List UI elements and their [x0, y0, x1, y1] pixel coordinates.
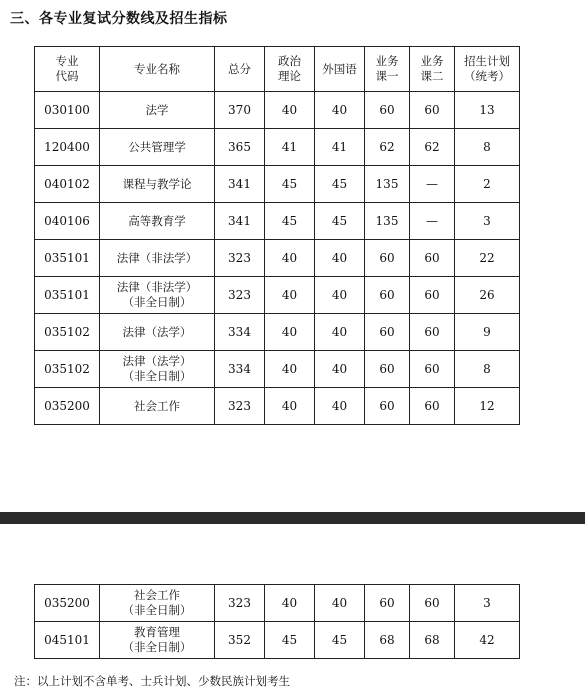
total-cell: 341: [215, 203, 265, 240]
table-row: [35, 92, 520, 129]
politics-cell: 45: [265, 166, 315, 203]
column-header: [455, 47, 520, 92]
program-name-cell-line: （非全日制）: [122, 295, 192, 309]
course2-cell: —: [410, 203, 455, 240]
course2-cell: —: [410, 166, 455, 203]
politics-cell: 40: [265, 92, 315, 129]
program-name-cell-line: 社会工作: [134, 398, 180, 413]
header-row: [35, 47, 520, 92]
table-row: [35, 314, 520, 351]
foreign-cell: 40: [315, 314, 365, 351]
foreign-cell: 40: [315, 92, 365, 129]
column-header: [265, 47, 315, 92]
plan-cell: 26: [455, 277, 520, 314]
column-header-line: 政治: [278, 54, 301, 68]
column-header-line: 专业: [55, 54, 79, 68]
total-cell: 334: [215, 351, 265, 388]
table-row: [35, 585, 520, 622]
column-header: [365, 47, 410, 92]
foreign-cell: 41: [315, 129, 365, 166]
total-cell: 370: [215, 92, 265, 129]
program-name-cell-line: 教育管理: [134, 625, 180, 639]
course1-cell: 60: [365, 277, 410, 314]
course2-cell: 60: [410, 314, 455, 351]
column-header: [100, 47, 215, 92]
foreign-cell: 40: [315, 277, 365, 314]
program-name-cell-line: 高等教育学: [128, 213, 186, 228]
score-table: [34, 46, 520, 425]
total-cell: 323: [215, 388, 265, 425]
code-cell: 035200: [35, 388, 100, 425]
page-divider: [0, 512, 585, 524]
code-cell: 045101: [35, 622, 100, 659]
foreign-cell: 45: [315, 203, 365, 240]
program-name-cell: [100, 166, 215, 203]
course1-cell: 60: [365, 240, 410, 277]
program-name-cell-line: 法律（非法学）: [116, 280, 198, 294]
foreign-cell: 40: [315, 585, 365, 622]
section-heading: 三、各专业复试分数线及招生指标: [10, 11, 228, 27]
table-row: [35, 277, 520, 314]
program-name-cell-line: （非全日制）: [122, 603, 192, 617]
program-name-cell-line: （非全日制）: [122, 640, 192, 654]
table-row: [35, 351, 520, 388]
code-cell: 040102: [35, 166, 100, 203]
footnote: 注：以上计划不含单考、士兵计划、少数民族计划考生: [14, 674, 290, 688]
course2-cell: 60: [410, 92, 455, 129]
table-row: [35, 622, 520, 659]
course1-cell: 62: [365, 129, 410, 166]
code-cell: 120400: [35, 129, 100, 166]
course2-cell: 68: [410, 622, 455, 659]
total-cell: 352: [215, 622, 265, 659]
course1-cell: 135: [365, 166, 410, 203]
politics-cell: 45: [265, 203, 315, 240]
code-cell: 035101: [35, 240, 100, 277]
politics-cell: 40: [265, 585, 315, 622]
column-header: [35, 47, 100, 92]
code-cell: 035200: [35, 585, 100, 622]
program-name-cell: [100, 240, 215, 277]
program-name-cell-line: 法律（法学）: [122, 354, 192, 368]
course2-cell: 60: [410, 277, 455, 314]
course2-cell: 60: [410, 585, 455, 622]
column-header: [315, 47, 365, 92]
politics-cell: 40: [265, 388, 315, 425]
column-header-line: 外国语: [322, 61, 357, 76]
plan-cell: 42: [455, 622, 520, 659]
column-header-line: 课一: [375, 69, 399, 83]
total-cell: 323: [215, 277, 265, 314]
program-name-cell: [100, 314, 215, 351]
total-cell: 341: [215, 166, 265, 203]
program-name-cell-line: 公共管理学: [128, 139, 186, 154]
column-header-line: 业务: [420, 54, 444, 68]
course1-cell: 60: [365, 585, 410, 622]
total-cell: 365: [215, 129, 265, 166]
politics-cell: 40: [265, 277, 315, 314]
code-cell: 035101: [35, 277, 100, 314]
column-header-line: 课二: [420, 69, 444, 83]
course2-cell: 60: [410, 240, 455, 277]
course1-cell: 60: [365, 92, 410, 129]
column-header: [410, 47, 455, 92]
foreign-cell: 40: [315, 240, 365, 277]
total-cell: 323: [215, 585, 265, 622]
program-name-cell-line: （非全日制）: [122, 369, 192, 383]
column-header-line: 总分: [228, 61, 251, 76]
plan-cell: 13: [455, 92, 520, 129]
code-cell: 030100: [35, 92, 100, 129]
plan-cell: 12: [455, 388, 520, 425]
plan-cell: 22: [455, 240, 520, 277]
column-header: [215, 47, 265, 92]
column-header-line: 招生计划: [464, 54, 510, 68]
table-row: [35, 166, 520, 203]
politics-cell: 45: [265, 622, 315, 659]
program-name-cell: [100, 622, 215, 659]
program-name-cell-line: 法律（法学）: [122, 324, 192, 339]
column-header-line: 业务: [375, 54, 399, 68]
table-row: [35, 240, 520, 277]
table-row: [35, 203, 520, 240]
program-name-cell: [100, 351, 215, 388]
plan-cell: 9: [455, 314, 520, 351]
course1-cell: 68: [365, 622, 410, 659]
code-cell: 040106: [35, 203, 100, 240]
code-cell: 035102: [35, 314, 100, 351]
program-name-cell-line: 法学: [145, 102, 169, 117]
column-header-line: 代码: [55, 69, 79, 83]
program-name-cell: [100, 92, 215, 129]
course1-cell: 60: [365, 351, 410, 388]
course1-cell: 60: [365, 388, 410, 425]
plan-cell: 8: [455, 129, 520, 166]
program-name-cell-line: 法律（非法学）: [116, 250, 198, 265]
program-name-cell-line: 课程与教学论: [122, 176, 192, 191]
foreign-cell: 45: [315, 166, 365, 203]
program-name-cell: [100, 388, 215, 425]
program-name-cell: [100, 277, 215, 314]
program-name-cell: [100, 129, 215, 166]
course2-cell: 60: [410, 351, 455, 388]
program-name-cell-line: 社会工作: [134, 588, 180, 602]
total-cell: 334: [215, 314, 265, 351]
plan-cell: 2: [455, 166, 520, 203]
course2-cell: 60: [410, 388, 455, 425]
column-header-line: 专业名称: [134, 61, 180, 76]
plan-cell: 8: [455, 351, 520, 388]
politics-cell: 40: [265, 351, 315, 388]
politics-cell: 40: [265, 314, 315, 351]
code-cell: 035102: [35, 351, 100, 388]
course1-cell: 60: [365, 314, 410, 351]
foreign-cell: 45: [315, 622, 365, 659]
politics-cell: 41: [265, 129, 315, 166]
column-header-line: （统考）: [464, 69, 510, 83]
score-table-continued: [34, 584, 520, 659]
course2-cell: 62: [410, 129, 455, 166]
foreign-cell: 40: [315, 351, 365, 388]
plan-cell: 3: [455, 203, 520, 240]
course1-cell: 135: [365, 203, 410, 240]
plan-cell: 3: [455, 585, 520, 622]
column-header-line: 理论: [278, 69, 301, 83]
program-name-cell: [100, 203, 215, 240]
program-name-cell: [100, 585, 215, 622]
table-row: [35, 388, 520, 425]
total-cell: 323: [215, 240, 265, 277]
table-row: [35, 129, 520, 166]
politics-cell: 40: [265, 240, 315, 277]
foreign-cell: 40: [315, 388, 365, 425]
